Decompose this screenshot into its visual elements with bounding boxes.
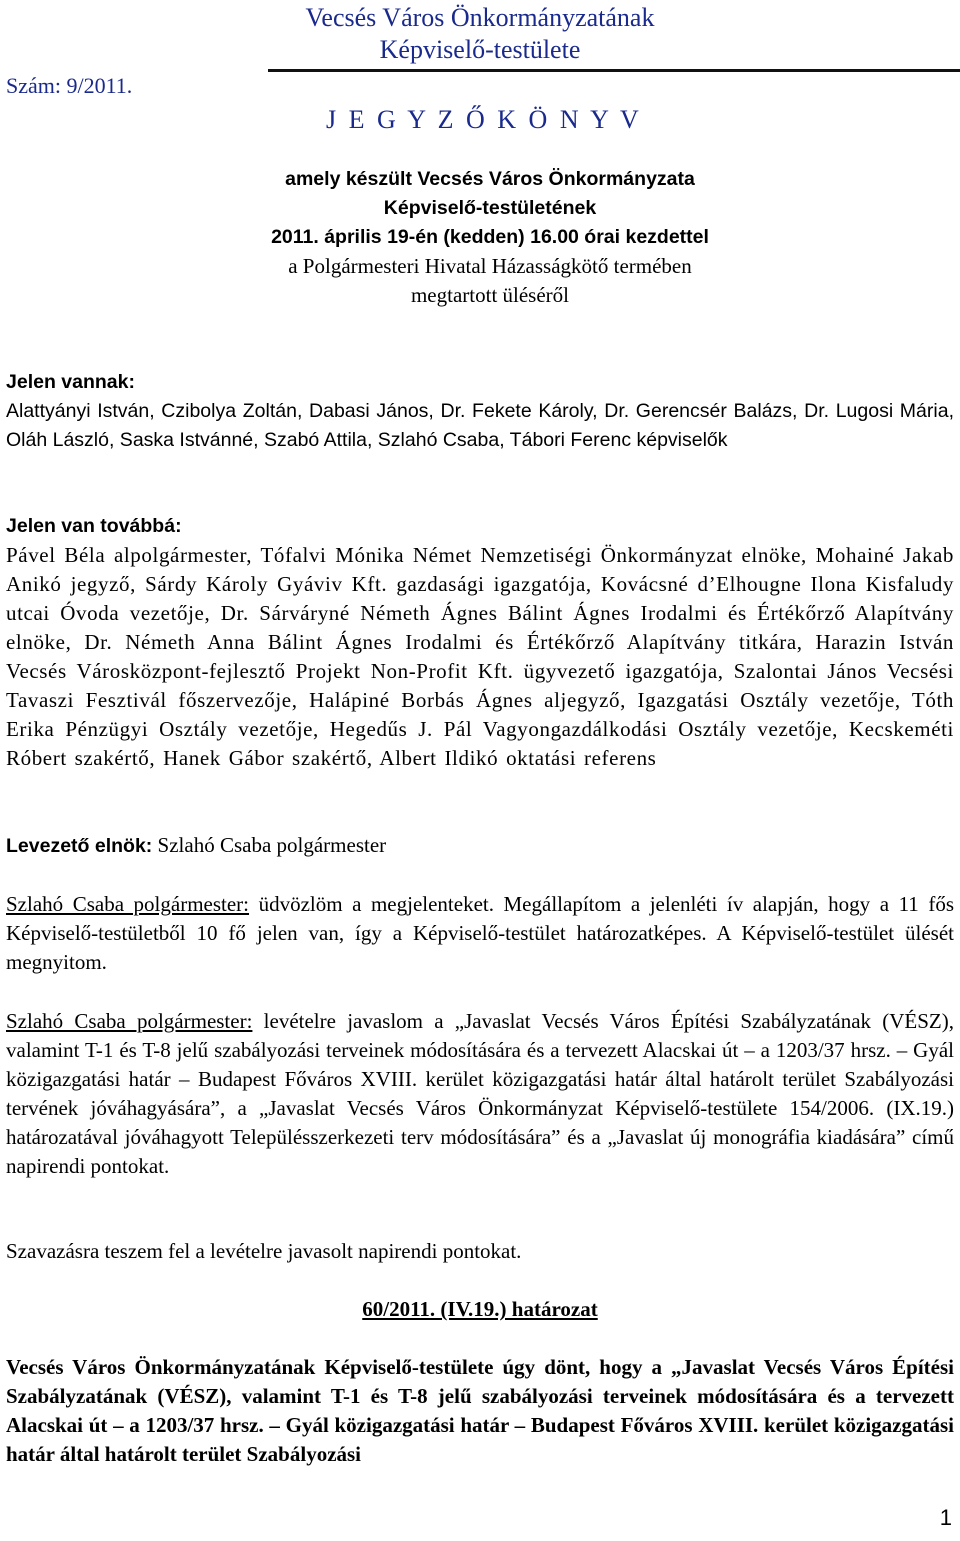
intro-line: megtartott üléséről [410,283,570,307]
vote-call: Szavazásra teszem fel a levételre javasolt napirendi pontokat. [6,1239,522,1263]
resolution-text: Vecsés Város Önkormányzatának Képviselő-testülete úgy dönt, hogy a „Javaslat Vecsés Város Építési Szabályzatának (VÉSZ), valamint T-1 és T-8 jelű szabályozási terveinek módosítására és a tervezett Alacskai út – a 1203/37 hrsz. – Gyál közigazgatási határ – Budapest Főváros XVIII. kerület közigazgatási határ által határolt terület Szabályozási [6,1355,954,1466]
speech-text: levételre javaslom a „Javaslat Vecsés Város Építési Szabályzatának (VÉSZ), valamint T-1 és T-8 jelű szabályozási terveinek módosítására és a tervezett Alacskai út – a 1203/37 hrsz. – Gyál közigazgatási határ – Budapest Főváros XVIII. kerület közigazgatási határ által határolt terület Szabályozási tervének jóváhagyására”, a „Javaslat Vecsés Város Önkormányzat Képviselő-testülete 154/2006. (IX.19.) határozatával jóváhagyott Településszerkezeti terv módosítására” és a „Javaslat új monográfia kiadására” című napirendi pontokat. [6,1009,954,1178]
also-present-section [6,512,954,541]
meeting-intro [200,165,780,310]
council-name: Vecsés Város Önkormányzatának [305,3,655,32]
chair-name: Szlahó Csaba polgármester [157,833,387,857]
header-rule [268,69,960,72]
council-body: Képviselő-testülete [379,35,581,64]
present-heading: Jelen vannak: [6,371,135,393]
resolution-number: 60/2011. (IV.19.) határozat [362,1297,598,1321]
document-number: Szám: 9/2011. [6,73,133,98]
present-list: Alattyányi István, Czibolya Zoltán, Dabasi János, Dr. Fekete Károly, Dr. Gerencsér Balázs, Dr. Lugosi Mária, Oláh László, Saska Istvánné, Szabó Attila, Szlahó Csaba, Tábori Ferenc képviselők [6,400,954,451]
speaker-label: Szlahó Csaba polgármester: [6,892,250,916]
chair-label: Levezető elnök: [6,835,153,857]
also-present-list: Pável Béla alpolgármester, Tófalvi Mónika Német Nemzetiségi Önkormányzat elnöke, Mohainé Jakab Anikó jegyző, Sárdy Károly Gyáviv Kft. gazdasági igazgatója, Kovácsné d’Elhougne Ilona Kisfaludy utcai Óvoda vezetője, Dr. Sárváryné Németh Ágnes Bálint Ágnes Irodalmi és Értékőrző Alapítvány elnöke, Dr. Németh Anna Bálint Ágnes Irodalmi és Értékőrző Alapítvány titkára, Harazin István Vecsés Városközpont-fejlesztő Projekt Non-Profit Kft. ügyvezető igazgatója, Szalontai János Vecsési Tavaszi Fesztivál főszervezője, Halápiné Borbás Ágnes aljegyző, Igazgatási Osztály vezetője, Tóth Erika Pénzügyi Osztály vezetője, Hegedűs J. Pál Vagyongazdálkodási Osztály vezetője, Kecskeméti Róbert szakértő, Hanek Gábor szakértő, Albert Ildikó oktatási referens [6,543,954,770]
document-type-heading: J E G Y Z Ő K Ö N Y V [326,105,642,134]
also-present-heading: Jelen van továbbá: [6,515,182,537]
chair-line [6,831,954,861]
present-section [6,368,954,455]
speech-agenda-removal [6,1007,954,1181]
intro-line: a Polgármesteri Hivatal Házasságkötő termében [288,254,692,278]
speaker-label: Szlahó Csaba polgármester: [6,1009,253,1033]
speech-opening [6,890,954,977]
intro-line: Képviselő-testületének [383,197,597,219]
intro-line: 2011. április 19-én (kedden) 16.00 órai kezdettel [271,226,709,248]
intro-line: amely készült Vecsés Város Önkormányzata [285,168,695,190]
speech-text: üdvözlöm a megjelenteket. Megállapítom a jelenléti ív alapján, hogy a 11 fős Képviselő-testületből 10 fő jelen van, így a Képviselő-testület határozatképes. A Képviselő-testület ülését megnyitom. [6,892,955,974]
page-number: 1 [939,1505,952,1530]
